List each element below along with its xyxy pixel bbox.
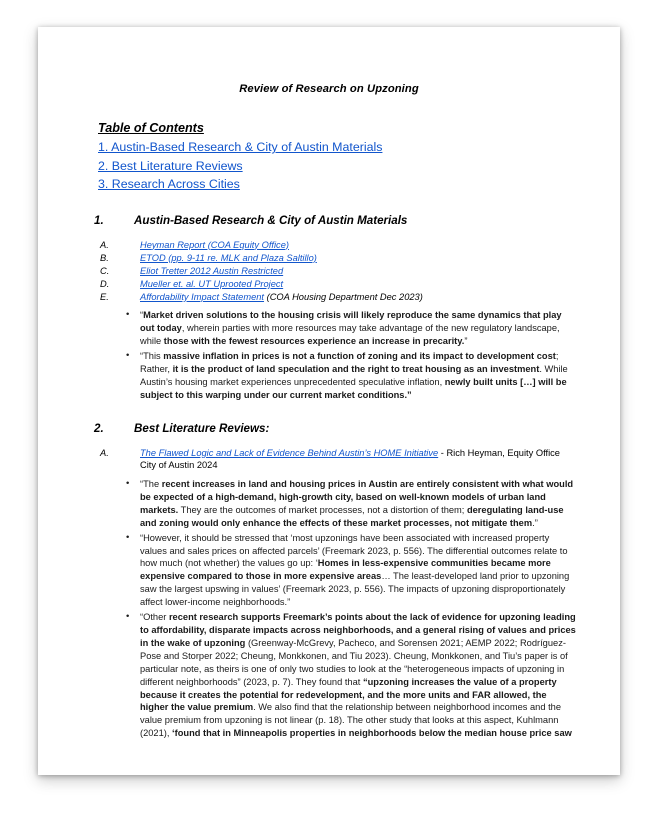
quote-bullet-item bbox=[82, 611, 576, 740]
quote-text: newly built units […] will be subject to this warping under our current market conditions.” bbox=[140, 377, 567, 400]
list-item-body bbox=[140, 292, 423, 302]
list-item-body bbox=[140, 240, 289, 250]
quote-text: recent increases in land and housing prices in Austin are entirely consistent with what would be expected of a high-demand, high-growth city, based on well-known models of urban land markets. bbox=[140, 479, 574, 515]
list-item-letter: A. bbox=[100, 447, 109, 458]
list-item-letter: E. bbox=[100, 291, 109, 302]
quote-text: “Other bbox=[140, 612, 169, 623]
quote-text: “ bbox=[140, 310, 144, 321]
section-heading bbox=[82, 214, 576, 227]
reference-link[interactable]: Affordability Impact Statement bbox=[140, 291, 265, 302]
quote-text: . While Austin’s housing market experiences unprecedented speculative inflation, bbox=[140, 364, 568, 387]
lettered-list-item bbox=[82, 447, 576, 472]
quote-bullet-item bbox=[82, 309, 576, 348]
section-2 bbox=[82, 422, 576, 740]
list-item-body bbox=[140, 448, 560, 471]
quote-text: “This bbox=[140, 351, 164, 362]
toc-link-2[interactable]: 2. Best Literature Reviews bbox=[98, 158, 243, 173]
reference-link[interactable]: Mueller et. al. UT Uprooted Project bbox=[140, 278, 284, 289]
quote-bullet-item bbox=[82, 532, 576, 609]
list-item-body bbox=[140, 253, 317, 263]
toc-link-1[interactable]: 1. Austin-Based Research & City of Austin Materials bbox=[98, 140, 383, 154]
quote-text: massive inflation in prices is not a function of zoning and its impact to development cost bbox=[163, 351, 556, 362]
quote-bullet-item bbox=[82, 350, 576, 402]
list-item-letter: B. bbox=[100, 252, 109, 263]
quote-text: those with the fewest resources experience an increase in precarity. bbox=[163, 336, 465, 347]
toc-item bbox=[98, 175, 576, 194]
section-number: 2. bbox=[94, 421, 104, 435]
reference-text: - Rich Heyman, Equity Office City of Austin 2024 bbox=[140, 447, 560, 471]
section-heading-label: Austin-Based Research & City of Austin Materials bbox=[134, 213, 408, 227]
reference-text: (COA Housing Department Dec 2023) bbox=[264, 291, 423, 302]
list-item-body bbox=[140, 279, 283, 289]
lettered-list-item bbox=[82, 278, 576, 291]
section-1 bbox=[82, 214, 576, 402]
reference-link[interactable]: Eliot Tretter 2012 Austin Restricted bbox=[140, 265, 284, 276]
quote-text: . We also find that the relationship between neighborhood incomes and the value premium from upzoning is not linear (p. 18). The other study that looks at this aspect, Kuhlmann (2021), bbox=[140, 702, 562, 739]
lettered-list bbox=[82, 239, 576, 304]
quote-text: “upzoning increases the value of a property because it creates the potential for redevelopment, and the more units and FAR allowed, the higher the value premium bbox=[140, 676, 557, 713]
table-of-contents-heading: Table of Contents bbox=[98, 121, 204, 135]
quote-text: it is the product of land speculation and the right to treat housing as an investment bbox=[172, 364, 540, 375]
quote-text: “The bbox=[140, 479, 162, 489]
list-item-body bbox=[140, 266, 283, 276]
quote-text: ” bbox=[464, 336, 468, 347]
quote-text: recent research supports Freemark’s points about the lack of evidence for upzoning leading to affordability, disparate impacts across neighborhoods, and a general rising of values and prices in the wake of upzoning bbox=[140, 612, 576, 648]
list-item-letter: A. bbox=[100, 239, 109, 250]
reference-link[interactable]: ETOD (pp. 9-11 re. MLK and Plaza Saltillo) bbox=[140, 252, 317, 263]
quote-text: , wherein parties with more resources may take advantage of the new regulatory landscape, while bbox=[140, 323, 560, 347]
list-item-letter: D. bbox=[100, 278, 110, 289]
reference-link[interactable]: The Flawed Logic and Lack of Evidence Behind Austin’s HOME Initiative bbox=[140, 447, 439, 458]
list-item-letter: C. bbox=[100, 265, 110, 276]
quote-text: They are the outcomes of market processes, not a distortion of them; bbox=[178, 504, 467, 515]
lettered-list-item bbox=[82, 291, 576, 304]
quote-bullet-list bbox=[82, 309, 576, 401]
document-title: Review of Research on Upzoning bbox=[239, 83, 419, 95]
toc-item bbox=[98, 157, 576, 176]
quote-bullet-list bbox=[82, 478, 576, 740]
quote-text: ‘found that in Minneapolis properties in neighborhoods below the median house price saw bbox=[172, 728, 572, 739]
quote-text: deregulating land-use and zoning would only enhance the effects of these market processes, not mitigate them bbox=[140, 504, 564, 528]
lettered-list-item bbox=[82, 239, 576, 252]
lettered-list-item bbox=[82, 252, 576, 265]
table-of-contents-list bbox=[82, 138, 576, 194]
section-number: 1. bbox=[94, 213, 104, 227]
document-page bbox=[38, 27, 620, 775]
quote-text: (Greenway-McGrevy, Pacheco, and Sorensen 2021; AEMP 2022; Rodríguez-Pose and Storper 2022; Cheung, Monkkonen, and Tiu 2023). Cheung, Monkkonen, and Tiu’s paper is of particular note, as theirs is one of only two studies to look at the “heterogeneous impacts of upzoning in different neighborhoods” (2023, p. 7). They found that bbox=[140, 637, 568, 687]
quote-bullet-item bbox=[82, 478, 576, 530]
section-heading bbox=[82, 422, 576, 435]
sections-container bbox=[82, 214, 576, 741]
quote-text: Market driven solutions to the housing crisis will likely reproduce the same dynamics that play out today bbox=[140, 310, 562, 334]
toc-item bbox=[98, 138, 576, 157]
page-content bbox=[38, 27, 620, 742]
section-heading-label: Best Literature Reviews: bbox=[134, 421, 270, 435]
quote-text: .” bbox=[532, 517, 538, 528]
quote-text: ; Rather, bbox=[140, 351, 559, 375]
quote-text: Homes in less-expensive communities became more expensive compared to those in more expensive areas bbox=[140, 558, 551, 582]
toc-link-3[interactable]: 3. Research Across Cities bbox=[98, 177, 240, 191]
lettered-list bbox=[82, 447, 576, 472]
reference-link[interactable]: Heyman Report (COA Equity Office) bbox=[140, 239, 289, 250]
quote-text: “However, it should be stressed that ‘most upzonings have been associated with increased property values and sales prices on affected parcels’ (Freemark 2023, p. 556). The differential outcomes relate to how much (not whether) the values go up: ‘ bbox=[140, 532, 568, 569]
quote-text: … The least-developed land prior to upzoning saw the largest upswing in values’ (Freemark 2023, p. 556). The impacts of upzoning disproportionately affect lower-income neighborhoods.” bbox=[140, 571, 570, 608]
lettered-list-item bbox=[82, 265, 576, 278]
